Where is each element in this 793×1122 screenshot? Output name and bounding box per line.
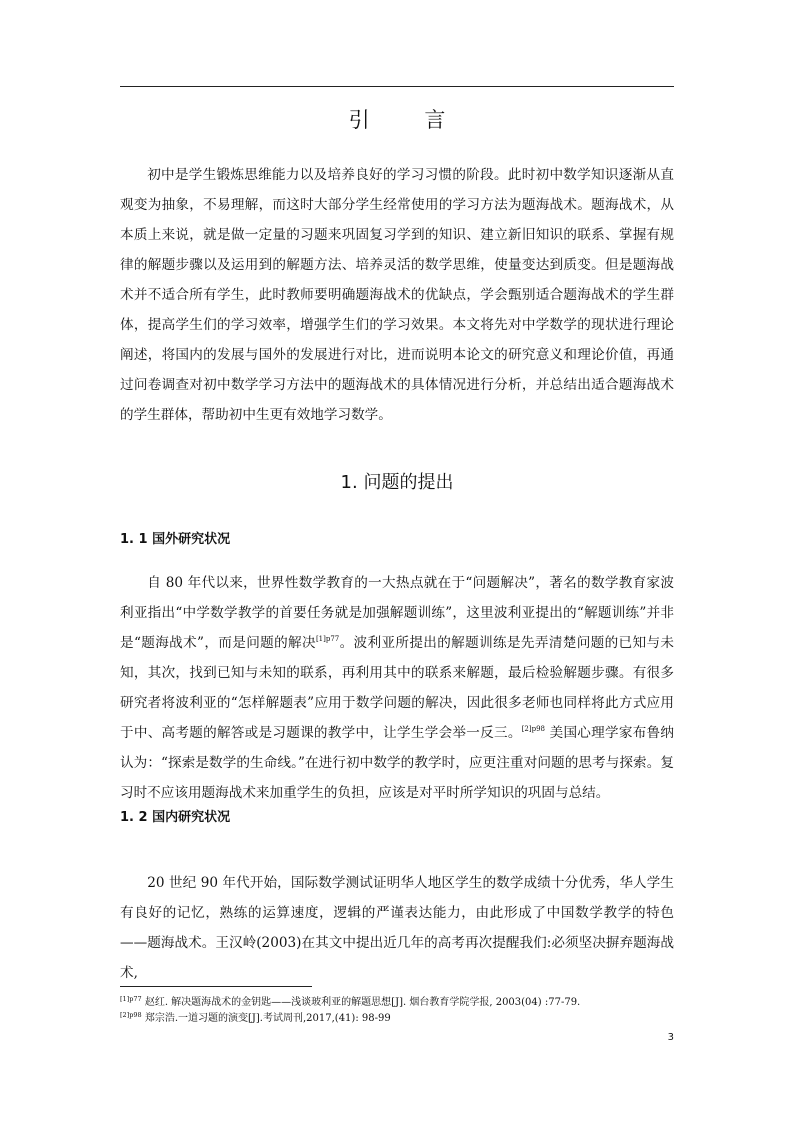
domestic-research-paragraph: 20 世纪 90 年代开始，国际数学测试证明华人地区学生的数学成绩十分优秀，华人学生有良好的记忆，熟练的运算速度，逻辑的严谨表达能力，由此形成了中国数学教学的特色——题海战术。王汉岭(2003)在其文中提出近几年的高考再次提醒我们:必须坚决摒弃题海战术, — [120, 875, 674, 981]
footnote-1 — [120, 996, 680, 1010]
intro-heading: 引 言 — [348, 108, 470, 132]
foreign-research-paragraph — [120, 568, 674, 808]
citation-1: [1]p77 — [315, 635, 340, 643]
header-rule — [120, 86, 674, 87]
footnote-rule — [120, 986, 312, 987]
intro-paragraph: 初中是学生锻炼思维能力以及培养良好的学习习惯的阶段。此时初中数学知识逐渐从直观变为抽象，不易理解，而这时大部分学生经常使用的学习方法为题海战术。题海战术，从本质上来说，就是做一定量的习题来巩固复习学到的知识、建立新旧知识的联系、掌握有规律的解题步骤以及运用到的解题方法、培养灵活的数学思维，使量变达到质变。但是题海战术并不适合所有学生，此时教师要明确题海战术的优缺点，学会甄别适合题海战术的学生群体，提高学生们的学习效率，增强学生们的学习效果。本文将先对中学数学的现状进行理论阐述，将国内的发展与国外的发展进行对比，进而说明本论文的研究意义和理论价值，再通过问卷调查对初中数学学习方法中的题海战术的具体情况进行分析，并总结出适合题海战术的学生群体，帮助初中生更有效地学习数学。 — [120, 167, 674, 423]
foreign-text-part3: 美国心理学家布鲁纳认为：“探索是数学的生命线。”在进行初中数学的教学时，应更注重对问题的思考与探索。复习时不应该用题海战术来加重学生的负担，应该是对平时所学知识的巩固与总结。 — [120, 725, 675, 801]
footnote-1-text: 赵红. 解决题海战术的金钥匙——浅谈玻利亚的解题思想[J]. 烟台教育学院学报, 2003(04) :77-79. — [141, 997, 581, 1008]
subsection-heading-domestic: 1. 2 国内研究状况 — [120, 810, 231, 825]
footnote-2 — [120, 1012, 680, 1026]
section-heading: 1. 问题的提出 — [340, 472, 454, 493]
footnote-1-mark: [1]p77 — [120, 995, 142, 1003]
footnote-2-mark: [2]p98 — [120, 1011, 142, 1019]
foreign-text-part2: 。波利亚所提出的解题训练是先弄清楚问题的已知与未知，其次，找到已知与未知的联系，再利用其中的联系来解题，最后检验解题步骤。有很多研究者将波利亚的“怎样解题表”应用于数学问题的解决，因此很多老师也同样将此方式应用于中、高考题的解答或是习题课的教学中，让学生学会举一反三。 — [120, 635, 674, 741]
foreign-text-part1: 自 80 年代以来，世界性数学教育的一大热点就在于“问题解决”，著名的数学教育家波利亚指出“中学数学教学的首要任务就是加强解题训练”，这里波利亚提出的“解题训练”并非是“题海战术”，而是问题的解决 — [120, 575, 674, 651]
subsection-heading-foreign: 1. 1 国外研究状况 — [120, 532, 231, 547]
page-number: 3 — [667, 1032, 674, 1043]
footnote-2-text: 郑宗浩.一道习题的演变[J].考试周刊,2017,(41): 98-99 — [141, 1013, 391, 1024]
citation-2: [2]p98 — [521, 725, 546, 733]
